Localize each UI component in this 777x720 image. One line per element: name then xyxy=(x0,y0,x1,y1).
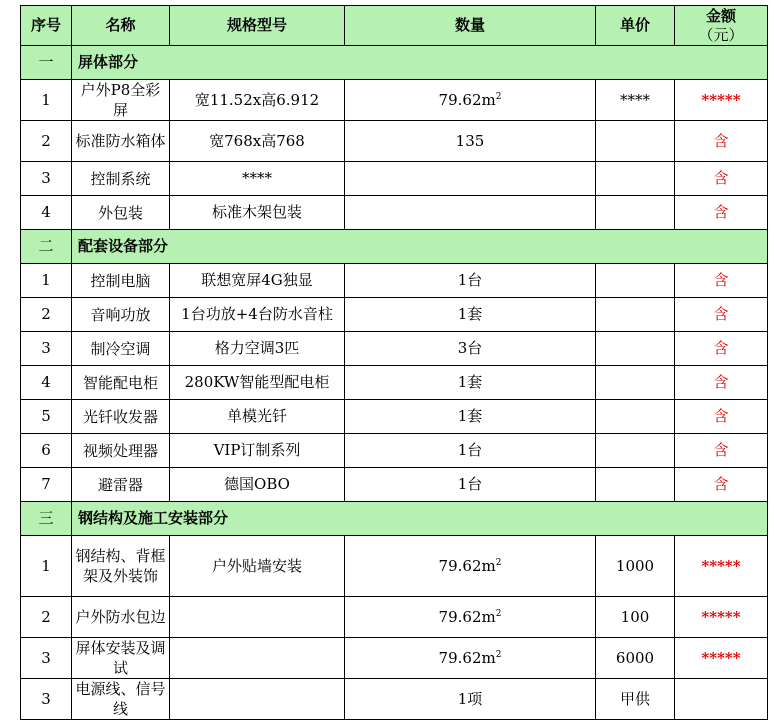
cell-no: 3 xyxy=(21,332,72,366)
cell-qty xyxy=(345,196,596,230)
section-title: 配套设备部分 xyxy=(72,230,768,264)
cell-qty: 1台 xyxy=(345,264,596,298)
cell-price: **** xyxy=(596,80,675,121)
cell-name: 屏体安装及调试 xyxy=(72,638,170,679)
table-row xyxy=(21,196,768,230)
cell-qty xyxy=(345,162,596,196)
cell-amount: 含 xyxy=(675,332,768,366)
cell-name: 避雷器 xyxy=(72,468,170,502)
table-row xyxy=(21,332,768,366)
cell-no: 2 xyxy=(21,121,72,162)
cell-spec: 1台功放+4台防水音柱 xyxy=(170,298,345,332)
cell-price: 6000 xyxy=(596,638,675,679)
cell-name: 户外防水包边 xyxy=(72,597,170,638)
section-index: 二 xyxy=(21,230,72,264)
qty-unit-superscript: 2 xyxy=(495,608,502,619)
cell-price xyxy=(596,468,675,502)
table-row xyxy=(21,264,768,298)
table-row xyxy=(21,80,768,121)
header-amount-line2: （元） xyxy=(698,25,744,44)
cell-amount: 含 xyxy=(675,366,768,400)
cell-name: 钢结构、背框架及外装饰 xyxy=(72,536,170,597)
cell-no: 1 xyxy=(21,264,72,298)
cell-price xyxy=(596,400,675,434)
cell-amount: 含 xyxy=(675,298,768,332)
cell-spec: VIP订制系列 xyxy=(170,434,345,468)
cell-name: 户外P8全彩屏 xyxy=(72,80,170,121)
cell-qty: 1台 xyxy=(345,434,596,468)
cell-spec: 格力空调3匹 xyxy=(170,332,345,366)
cell-no: 6 xyxy=(21,434,72,468)
cell-amount: ***** xyxy=(675,80,768,121)
section-row xyxy=(21,502,768,536)
cell-name: 控制电脑 xyxy=(72,264,170,298)
cell-amount: 含 xyxy=(675,264,768,298)
section-index: 一 xyxy=(21,46,72,80)
cell-qty xyxy=(345,80,596,121)
cell-spec: 德国OBO xyxy=(170,468,345,502)
table-row xyxy=(21,536,768,597)
section-title: 屏体部分 xyxy=(72,46,768,80)
cell-spec: 联想宽屏4G独显 xyxy=(170,264,345,298)
cell-name: 视频处理器 xyxy=(72,434,170,468)
cell-spec: 标准木架包装 xyxy=(170,196,345,230)
cell-amount: ***** xyxy=(675,536,768,597)
section-index: 三 xyxy=(21,502,72,536)
cell-price xyxy=(596,366,675,400)
cell-name: 制冷空调 xyxy=(72,332,170,366)
section-row xyxy=(21,230,768,264)
cell-qty: 135 xyxy=(345,121,596,162)
qty-value: 79.62m xyxy=(438,607,496,626)
cell-amount: 含 xyxy=(675,162,768,196)
cell-price xyxy=(596,162,675,196)
cell-spec xyxy=(170,679,345,720)
section-row xyxy=(21,46,768,80)
qty-unit-superscript: 2 xyxy=(495,91,502,102)
cell-spec xyxy=(170,597,345,638)
cell-no: 2 xyxy=(21,298,72,332)
table-row xyxy=(21,638,768,679)
cell-spec: 单模光钎 xyxy=(170,400,345,434)
cell-price xyxy=(596,121,675,162)
cell-spec xyxy=(170,638,345,679)
cell-no: 1 xyxy=(21,536,72,597)
cell-name: 控制系统 xyxy=(72,162,170,196)
cell-amount: 含 xyxy=(675,434,768,468)
cell-qty xyxy=(345,536,596,597)
cell-price xyxy=(596,264,675,298)
table-row xyxy=(21,298,768,332)
cell-amount: ***** xyxy=(675,638,768,679)
cell-price xyxy=(596,332,675,366)
cell-qty: 1项 xyxy=(345,679,596,720)
table-row xyxy=(21,121,768,162)
header-spec: 规格型号 xyxy=(170,6,345,46)
header-amount-line1: 金额 xyxy=(705,6,736,25)
table-row xyxy=(21,679,768,720)
qty-unit-superscript: 2 xyxy=(495,557,502,568)
cell-no: 3 xyxy=(21,638,72,679)
table-row xyxy=(21,162,768,196)
qty-value: 79.62m xyxy=(438,556,496,575)
table-row xyxy=(21,366,768,400)
cell-spec: 宽768x高768 xyxy=(170,121,345,162)
qty-unit-superscript: 2 xyxy=(495,649,502,660)
cell-qty: 3台 xyxy=(345,332,596,366)
table-row xyxy=(21,468,768,502)
cell-spec: 户外贴墙安装 xyxy=(170,536,345,597)
header-no: 序号 xyxy=(21,6,72,46)
cell-spec: 宽11.52x高6.912 xyxy=(170,80,345,121)
qty-value: 79.62m xyxy=(438,90,496,109)
cell-no: 7 xyxy=(21,468,72,502)
header-row xyxy=(21,6,768,46)
cell-spec: **** xyxy=(170,162,345,196)
header-name: 名称 xyxy=(72,6,170,46)
table-row xyxy=(21,597,768,638)
cell-no: 3 xyxy=(21,162,72,196)
cell-name: 智能配电柜 xyxy=(72,366,170,400)
cell-qty xyxy=(345,597,596,638)
cell-price: 1000 xyxy=(596,536,675,597)
table-row xyxy=(21,434,768,468)
header-qty: 数量 xyxy=(345,6,596,46)
cell-qty xyxy=(345,638,596,679)
cell-name: 电源线、信号线 xyxy=(72,679,170,720)
cell-no: 4 xyxy=(21,366,72,400)
cell-amount: ***** xyxy=(675,597,768,638)
cell-qty: 1套 xyxy=(345,298,596,332)
cell-name: 标准防水箱体 xyxy=(72,121,170,162)
cell-price: 甲供 xyxy=(596,679,675,720)
cell-no: 2 xyxy=(21,597,72,638)
cell-no: 4 xyxy=(21,196,72,230)
cell-qty: 1套 xyxy=(345,366,596,400)
table-row xyxy=(21,400,768,434)
cell-amount: 含 xyxy=(675,196,768,230)
header-price: 单价 xyxy=(596,6,675,46)
cell-qty: 1套 xyxy=(345,400,596,434)
cell-no: 3 xyxy=(21,679,72,720)
section-title: 钢结构及施工安装部分 xyxy=(72,502,768,536)
cell-qty: 1台 xyxy=(345,468,596,502)
qty-value: 79.62m xyxy=(438,648,496,667)
cell-price xyxy=(596,434,675,468)
cell-amount xyxy=(675,679,768,720)
cell-name: 外包装 xyxy=(72,196,170,230)
cell-name: 音响功放 xyxy=(72,298,170,332)
cell-spec: 280KW智能型配电柜 xyxy=(170,366,345,400)
cell-price xyxy=(596,196,675,230)
cell-no: 5 xyxy=(21,400,72,434)
cell-amount: 含 xyxy=(675,468,768,502)
cell-amount: 含 xyxy=(675,400,768,434)
cell-amount: 含 xyxy=(675,121,768,162)
cell-no: 1 xyxy=(21,80,72,121)
quotation-table xyxy=(20,5,768,720)
header-amount xyxy=(675,6,768,46)
cell-price xyxy=(596,298,675,332)
cell-name: 光钎收发器 xyxy=(72,400,170,434)
cell-price: 100 xyxy=(596,597,675,638)
